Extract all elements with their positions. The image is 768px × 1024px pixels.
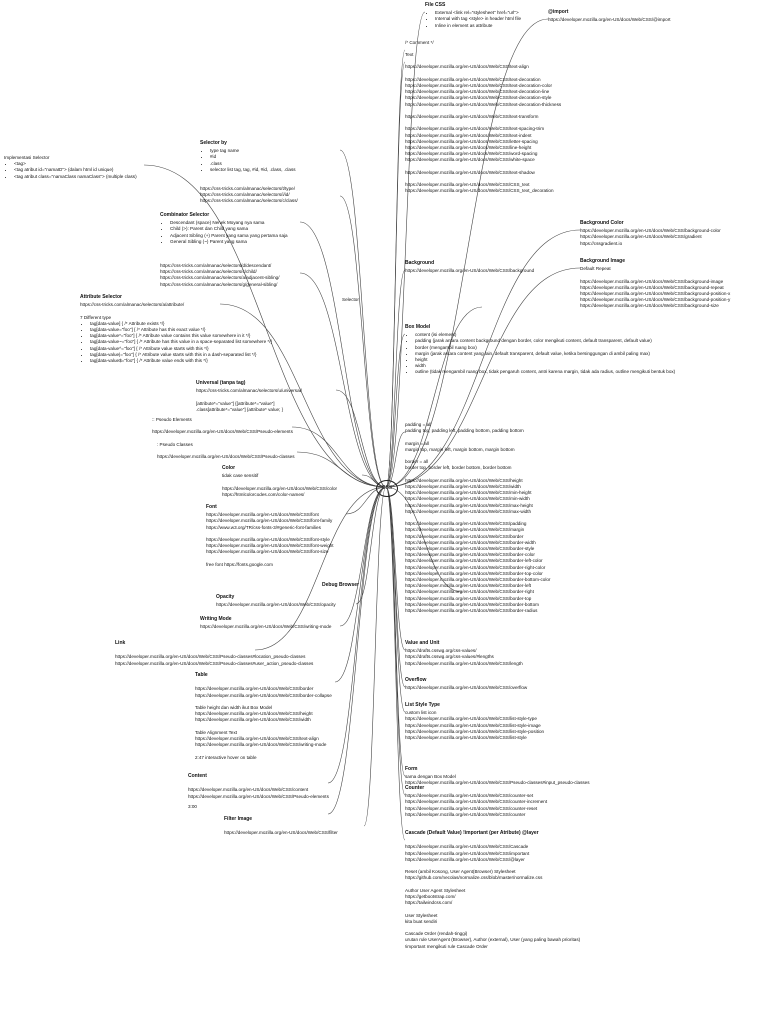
node-content	[188, 773, 329, 800]
reference-link[interactable]: https://developer.mozilla.org/en-US/docs/Web/CSS/max-width	[405, 508, 532, 514]
node-padding	[405, 422, 550, 614]
reference-link[interactable]: https://css-tricks.com/almanac/selectors/c/child/	[160, 269, 257, 275]
node-text: free font https://fonts.google.com	[206, 561, 273, 567]
bullet-item: • #id	[210, 154, 296, 160]
connector-combinatorlinks	[300, 273, 386, 487]
node-title: Opacity	[216, 594, 235, 600]
node-title: Table	[195, 672, 208, 678]
connector-cascade	[386, 487, 405, 840]
bullet-item: • width	[415, 363, 675, 369]
reference-link[interactable]: https://css-tricks.com/almanac/selectors/d/descendant/	[160, 263, 272, 268]
reference-link[interactable]: https://developer.mozilla.org/en-US/docs/Web/CSS/Pseudo-classes	[157, 454, 295, 460]
node-text: User Stylesheet	[405, 912, 438, 918]
node-text: !important mengikuti rule Cascade Order	[405, 943, 488, 949]
node-selectorlinks	[200, 186, 298, 205]
connector-counter	[386, 487, 405, 795]
node-title: Background	[405, 260, 435, 266]
node-bgimage	[580, 258, 730, 310]
node-text: : Pseudo Classes	[157, 442, 193, 447]
reference-link[interactable]: https://developer.mozilla.org/en-US/docs/Web/CSS/background-repeat	[580, 284, 724, 290]
node-counter	[405, 785, 547, 818]
reference-link[interactable]: https://developer.mozilla.org/en-US/docs/Web/CSS/text-indent	[405, 132, 532, 138]
bullet-list	[4, 161, 137, 180]
reference-link[interactable]: https://developer.mozilla.org/en-US/docs/Web/CSS/letter-spacing	[405, 138, 538, 144]
reference-link[interactable]: https://developer.mozilla.org/en-US/docs/Web/CSS/background-position-y	[580, 297, 731, 303]
reference-link[interactable]: https://developer.mozilla.org/en-US/docs/Web/CSS/text-spacing-trim	[405, 126, 545, 132]
node-pseudoel	[152, 417, 293, 436]
node-text: tidak case sensitif	[222, 473, 259, 479]
node-text: Reset (ambil Kosong, User Agent(Browser) Stylesheet	[405, 869, 516, 875]
bullet-item: • Child (>): Parent dan Child yang sama	[170, 226, 288, 232]
reference-link[interactable]: https://github.com/necolas/normalize.css/blob/master/normalize.css	[405, 875, 543, 881]
reference-link[interactable]: https://developer.mozilla.org/en-US/docs/Web/CSS/font-weight	[206, 543, 334, 549]
reference-link[interactable]: https://developer.mozilla.org/en-US/docs/Web/CSS/line-height	[405, 145, 532, 151]
reference-link[interactable]: https://developer.mozilla.org/en-US/docs/Web/CSS/border-style	[405, 546, 535, 552]
bullet-item: • border (mengambil ruang box)	[415, 345, 675, 351]
reference-link[interactable]: https://developer.mozilla.org/en-US/docs/Web/CSS/filter	[224, 830, 338, 836]
reference-link[interactable]: https://developer.mozilla.org/en-US/docs/Web/CSS/text-decoration-thickness	[405, 101, 562, 107]
node-text: Author User Agent Stylesheet	[405, 887, 466, 893]
reference-link[interactable]: https://developer.mozilla.org/en-US/docs/Web/CSS/border-left	[405, 583, 532, 589]
reference-link[interactable]: https://htmlcolorcodes.com/color-names/	[222, 491, 305, 497]
reference-link[interactable]: https://developer.mozilla.org/en-US/docs/Web/CSS/counter	[405, 811, 526, 817]
reference-link[interactable]: https://developer.mozilla.org/en-US/docs/Web/CSS/text-transform	[405, 114, 539, 120]
bullet-item: • <tag>	[14, 161, 137, 167]
reference-link[interactable]: https://developer.mozilla.org/en-US/docs/Web/CSS/CSS_text	[405, 182, 530, 188]
reference-link[interactable]: https://developer.mozilla.org/en-US/docs/Web/CSS/border-width	[405, 539, 536, 545]
reference-link[interactable]: https://getbootstrap.com/	[405, 894, 456, 900]
reference-link[interactable]: https://tailwindcss.com/	[405, 900, 453, 906]
reference-link[interactable]: https://css-tricks.com/almanac/selectors/u/universal/	[196, 388, 302, 394]
bullet-item: • padding (jarak antara content background dengan border, color mengikuti content, default transparent, default value)	[415, 338, 675, 344]
node-text: kita buat sendiri	[405, 918, 438, 924]
node-pseudocl	[157, 442, 295, 461]
node-text: custom list icon	[405, 710, 437, 716]
node-title: Font	[206, 504, 217, 510]
reference-link[interactable]: https://css-tricks.com/almanac/selectors/c/class/	[200, 198, 298, 204]
bullet-item: • selector list tag, tag, #id, #id, .class, .class	[210, 167, 296, 173]
reference-link[interactable]: https://developer.mozilla.org/en-US/docs/Web/CSS/@layer	[405, 856, 525, 862]
connector-liststyle	[386, 487, 405, 712]
reference-link[interactable]: https://developer.mozilla.org/en-US/docs/Web/CSS/text-decoration-style	[405, 95, 552, 101]
node-title: Link	[115, 640, 126, 646]
node-filter	[224, 816, 338, 837]
reference-link[interactable]: https://developer.mozilla.org/en-US/docs/Web/CSS/color	[222, 485, 338, 491]
node-font	[206, 504, 334, 568]
connector-selectorlinks	[340, 196, 386, 487]
bullet-list	[160, 220, 288, 245]
node-text: /* Comment */	[405, 40, 434, 45]
node-comment	[405, 40, 434, 46]
node-title: File CSS	[425, 2, 446, 8]
reference-link[interactable]: https://developer.mozilla.org/en-US/docs/Web/CSS/border	[195, 686, 314, 692]
reference-link[interactable]: https://developer.mozilla.org/en-US/docs/Web/CSS/min-width	[405, 496, 530, 502]
bullet-item: • tag[data-value] { /* Attribute exists */}	[90, 321, 272, 327]
node-text: Selector	[342, 297, 359, 302]
node-title: List Style Type	[405, 702, 440, 708]
reference-link[interactable]: https://developer.mozilla.org/en-US/docs/Web/CSS/width	[405, 484, 521, 490]
node-valueunit	[405, 640, 523, 667]
bullet-item: • content (isi element)	[415, 332, 675, 338]
reference-link[interactable]: https://developer.mozilla.org/en-US/docs/Web/CSS/border-right	[405, 589, 534, 595]
node-text: sama dengan Box Model	[405, 774, 456, 780]
node-title: Writing Mode	[200, 616, 232, 622]
reference-link[interactable]: https://developer.mozilla.org/en-US/docs/Web/CSS/Cascade	[405, 844, 529, 850]
node-title: Value and Unit	[405, 640, 440, 646]
reference-link[interactable]: https://developer.mozilla.org/en-US/docs/Web/CSS/height	[195, 711, 313, 717]
bullet-item: • tag[data-value~="foo"] { /* Attribute has this value in a space-separated list somewhere */}	[90, 339, 272, 345]
node-text: Cascade Order (rendah-tinggi)	[405, 931, 468, 937]
reference-link[interactable]: https://developer.mozilla.org/en-US/docs/Web/CSS/content	[188, 787, 309, 793]
node-text: .class[attribute*="value"] {attribute* value; }	[196, 406, 284, 412]
bullet-item: • type tag name	[210, 148, 296, 154]
node-implsel	[4, 155, 137, 180]
reference-link[interactable]: https://www.w3.org/TR/css-fonts-3/#generic-font-families	[206, 524, 321, 530]
node-bgcolor	[580, 220, 721, 247]
bullet-item: • outline (tidak mengambil ruang box, tidak pengaruh content, antri karena margin, tidak ada radius, outline mengikuti bentuk box)	[415, 369, 675, 375]
reference-link[interactable]: https://developer.mozilla.org/en-US/docs/Web/CSS/text-decoration	[405, 76, 541, 82]
reference-link[interactable]: https://developer.mozilla.org/en-US/docs/Web/CSS/padding	[405, 521, 527, 527]
reference-link[interactable]: https://drafts.csswg.org/css-values/#lengths	[405, 654, 494, 660]
node-color	[222, 465, 337, 498]
reference-link[interactable]: https://developer.mozilla.org/en-US/docs/Web/CSS/background-size	[580, 303, 719, 309]
reference-link[interactable]: https://developer.mozilla.org/en-US/docs/Web/CSS/border-color	[405, 552, 535, 558]
node-title: Universal (tanpa tag)	[196, 380, 246, 386]
reference-link[interactable]: https://developer.mozilla.org/en-US/docs/Web/CSS/font-family	[206, 518, 333, 524]
reference-link[interactable]: https://developer.mozilla.org/en-US/docs/Web/CSS/border-left-color	[405, 558, 543, 564]
reference-link[interactable]: https://developer.mozilla.org/en-US/docs/Web/CSS/overflow	[405, 685, 528, 691]
bullet-item: • Internal with tag <style> in header html file	[435, 16, 521, 22]
node-text: border = all	[405, 459, 429, 465]
bullet-list	[200, 148, 296, 173]
reference-link[interactable]: https://developer.mozilla.org/en-US/docs/Web/CSS/CSS_text_decoration	[405, 188, 554, 194]
reference-link[interactable]: https://developer.mozilla.org/en-US/docs/Web/CSS/Pseudo-elements	[188, 793, 329, 799]
reference-link[interactable]: https://developer.mozilla.org/en-US/docs/Web/CSS/list-style-type	[405, 716, 537, 722]
reference-link[interactable]: https://developer.mozilla.org/en-US/docs/Web/CSS/counter-set	[405, 793, 534, 799]
bullet-item: • <tag atribut id="namaID"> (dalam html id unique)	[14, 167, 137, 173]
bullet-item: • height	[415, 357, 675, 363]
node-import	[548, 9, 671, 23]
reference-link[interactable]: https://developer.mozilla.org/en-US/docs/Web/CSS/writing-mode	[200, 624, 332, 630]
node-text: Table height dan width ikut Box Model	[195, 705, 273, 711]
node-title: Selector by	[200, 140, 227, 146]
node-text: border top, border left, border bottom, border bottom	[405, 465, 512, 471]
node-opacity	[216, 594, 336, 608]
node-overflow	[405, 677, 527, 691]
bullet-item: • tag[data-value="foo"] { /* Attribute has this exact value */}	[90, 327, 272, 333]
reference-link[interactable]: https://developer.mozilla.org/en-US/docs/Web/CSS/list-style	[405, 735, 527, 741]
node-title: Background Image	[580, 258, 626, 264]
reference-link[interactable]: https://css-tricks.com/almanac/selectors/a/attribute/	[80, 302, 185, 308]
node-text: urutan rule UserAgent (Browser), Author (external), User (yang paling bawah prioritas)	[405, 937, 581, 943]
reference-link[interactable]: https://developer.mozilla.org/en-US/docs/Web/CSS/height	[405, 477, 523, 483]
bullet-item: • Descendant (space) Nenek Moyang nya sama	[170, 220, 288, 226]
reference-link[interactable]: https://developer.mozilla.org/en-US/docs/Web/CSS/width	[195, 717, 311, 723]
reference-link[interactable]: https://drafts.csswg.org/css-values/	[405, 648, 477, 654]
reference-link[interactable]: https://developer.mozilla.org/en-US/docs/Web/CSS/background-image	[580, 278, 724, 284]
node-text: [attribute*="value"] {[attribute*="value"]	[196, 400, 275, 406]
reference-link[interactable]: https://developer.mozilla.org/en-US/docs/Web/CSS/background-color	[580, 228, 721, 234]
reference-link[interactable]: https://developer.mozilla.org/en-US/docs/Web/CSS/Pseudo-elements	[152, 429, 293, 435]
bullet-item: • <tag atribut class="namaClass namaClass"> (multiple class)	[14, 174, 137, 180]
bullet-item: • Inline in element as attribute	[435, 23, 521, 29]
reference-link[interactable]: https://developer.mozilla.org/en-US/docs/Web/CSS/background	[405, 268, 535, 274]
bullet-item: • Adjacent Sibling (+) Parent yang sama yang pertama saja	[170, 233, 288, 239]
node-text: Implementasi Selector	[4, 155, 50, 160]
connector-time	[328, 487, 386, 814]
node-time	[188, 804, 197, 810]
reference-link[interactable]: https://developer.mozilla.org/en-US/docs/Web/CSS/text-shadow	[405, 169, 535, 175]
reference-link[interactable]: https://developer.mozilla.org/en-US/docs/Web/CSS/counter-reset	[405, 805, 538, 811]
reference-link[interactable]: https://developer.mozilla.org/en-US/docs/Web/CSS/text-align	[195, 736, 319, 742]
bullet-item: • tag[data-value|="foo"] { /* Attribute value starts with this in a dash-separated list */}	[90, 352, 272, 358]
reference-link[interactable]: https://developer.mozilla.org/en-US/docs/Web/CSS/list-style-image	[405, 722, 541, 728]
node-text: padding top, padding left, padding bottom, padding bottom	[405, 428, 524, 434]
node-boxmodel	[405, 324, 675, 376]
reference-link[interactable]: https://developer.mozilla.org/en-US/docs/Web/CSS/Pseudo-classes#input_pseudo-classes	[405, 780, 590, 786]
bullet-list	[425, 10, 521, 29]
node-combinatorlinks	[160, 263, 279, 288]
node-title: @import	[548, 9, 569, 15]
reference-link[interactable]: https://developer.mozilla.org/en-US/docs/Web/CSS/border-top-color	[405, 570, 543, 576]
connector-text	[386, 62, 405, 487]
node-liststyle	[405, 702, 544, 741]
node-title: Color	[222, 465, 236, 471]
bullet-item: • tag[data-value^="foo"] { /* Attribute value starts with this */}	[90, 346, 272, 352]
node-text: 7 Different type	[80, 314, 112, 320]
bullet-item: • General Sibling (~) Parent yang sama	[170, 239, 288, 245]
node-table	[195, 672, 332, 761]
node-text: margin = all	[405, 440, 429, 446]
reference-link[interactable]: https://developer.mozilla.org/en-US/docs/Web/CSS/gradient	[580, 234, 702, 240]
reference-link[interactable]: https://css-tricks.com/almanac/selectors/a/adjacent-sibling/	[160, 275, 280, 281]
node-title: Content	[188, 773, 207, 779]
node-title: Filter Image	[224, 816, 253, 822]
reference-link[interactable]: https://developer.mozilla.org/en-US/docs/Web/CSS/opacity	[216, 602, 336, 608]
reference-link[interactable]: https://developer.mozilla.org/en-US/docs/Web/CSS/background-position-x	[580, 291, 731, 297]
reference-link[interactable]: https://developer.mozilla.org/en-US/docs/Web/CSS/Pseudo-classes#location_pseudo-classes	[115, 654, 306, 660]
reference-link[interactable]: https://developer.mozilla.org/en-US/docs/Web/CSS/word-spacing	[405, 151, 538, 157]
reference-link[interactable]: https://developer.mozilla.org/en-US/docs/Web/CSS/max-height	[405, 502, 533, 508]
bullet-item: • tag[data-value*="foo"] { /* Attribute value contains this value somewhere in it */}	[90, 333, 272, 339]
bullet-item: • tag[data-value$="foo"] { /* Attribute value ends with this */}	[90, 358, 272, 364]
reference-link[interactable]: https://developer.mozilla.org/en-US/docs/Web/CSS/border-bottom	[405, 601, 539, 607]
node-text: Default Repeat	[580, 266, 611, 272]
node-title: Cascade (Default Value) !important (per Atribute) @layer	[405, 830, 539, 836]
reference-link[interactable]: https://css-tricks.com/almanac/selectors/i/id/	[200, 192, 290, 198]
node-file	[425, 2, 521, 29]
reference-link[interactable]: https://developer.mozilla.org/en-US/docs/Web/CSS/font-size	[206, 549, 329, 555]
node-attrsel	[80, 294, 272, 364]
node-cascade	[405, 830, 580, 950]
node-text: :: Pseudo Elements	[152, 417, 192, 422]
reference-link[interactable]: https://developer.mozilla.org/en-US/docs/Web/CSS/border-right-color	[405, 564, 546, 570]
node-title: Form	[405, 766, 418, 772]
node-title: Attribute Selector	[80, 294, 122, 300]
reference-link[interactable]: https://css-tricks.com/almanac/selectors/g/general-sibling/	[160, 281, 278, 287]
node-text: padding = all	[405, 422, 432, 427]
node-writing	[200, 616, 331, 630]
node-title: Debug Browser	[322, 582, 359, 588]
node-selector	[342, 297, 359, 303]
connector-background	[386, 270, 405, 487]
root-node-css: CSS	[376, 480, 398, 497]
reference-link[interactable]: https://developer.mozilla.org/en-US/docs/Web/CSS/text-decoration-color	[405, 83, 552, 89]
reference-link[interactable]: https://developer.mozilla.org/en-US/docs/Web/CSS/border-top	[405, 595, 532, 601]
reference-link[interactable]: https://developer.mozilla.org/en-US/docs/Web/CSS/margin	[405, 527, 525, 533]
reference-link[interactable]: https://developer.mozilla.org/en-US/docs/Web/CSS/font-style	[206, 537, 330, 543]
reference-link[interactable]: https://developer.mozilla.org/en-US/docs/Web/CSS/min-height	[405, 490, 532, 496]
reference-link[interactable]: https://developer.mozilla.org/en-US/docs/Web/CSS/text-align	[405, 64, 529, 70]
connector-selectorby	[340, 150, 386, 487]
node-selectorby	[200, 140, 296, 173]
reference-link[interactable]: https://developer.mozilla.org/en-US/docs/Web/CSS/important	[405, 850, 530, 856]
bullet-list	[80, 321, 272, 364]
node-text: Table Alignment Text	[195, 729, 238, 735]
node-title: Combinator Selector	[160, 212, 210, 218]
node-form	[405, 766, 590, 787]
reference-link[interactable]: https://developer.mozilla.org/en-US/docs/Web/CSS/counter-increment	[405, 799, 548, 805]
reference-link[interactable]: https://developer.mozilla.org/en-US/docs/Web/CSS/font	[206, 512, 319, 518]
node-text	[405, 52, 561, 195]
node-debug	[322, 582, 359, 590]
node-title: Counter	[405, 785, 425, 791]
node-link	[115, 640, 313, 667]
node-title: Overflow	[405, 677, 427, 683]
reference-link[interactable]: https://developer.mozilla.org/en-US/docs/Web/CSS/border-bottom-color	[405, 577, 551, 583]
reference-link[interactable]: https://developer.mozilla.org/en-US/docs/Web/CSS/border	[405, 533, 524, 539]
reference-link[interactable]: https://cssgradient.io	[580, 240, 623, 246]
reference-link[interactable]: https://developer.mozilla.org/en-US/docs/Web/CSS/length	[405, 660, 523, 666]
reference-link[interactable]: https://developer.mozilla.org/en-US/docs/Web/CSS/text-decoration-line	[405, 89, 550, 95]
connector-boxmodel	[386, 334, 405, 487]
reference-link[interactable]: https://developer.mozilla.org/en-US/docs/Web/CSS/white-space	[405, 157, 535, 163]
bullet-item: • .class	[210, 161, 296, 167]
node-text: 2:47 interactive hover on table	[195, 754, 257, 760]
connector-writing	[340, 487, 386, 626]
bullet-item: • External <link rel="stylesheet" href="url">	[435, 10, 521, 16]
reference-link[interactable]: https://developer.mozilla.org/en-US/docs/Web/CSS/border-radius	[405, 608, 538, 614]
reference-link[interactable]: https://developer.mozilla.org/en-US/docs/Web/CSS/list-style-position	[405, 728, 545, 734]
node-title: Box Model	[405, 324, 431, 330]
node-combinator	[160, 212, 288, 245]
node-text: margin top, margin left, margin bottom, margin bottom	[405, 446, 515, 452]
reference-link[interactable]: https://developer.mozilla.org/en-US/docs/Web/CSS/writing-mode	[195, 742, 327, 748]
node-universal	[196, 380, 302, 413]
reference-link[interactable]: https://developer.mozilla.org/en-US/docs/Web/CSS/border-collapse	[195, 692, 332, 698]
node-title: Background Color	[580, 220, 624, 226]
reference-link[interactable]: https://developer.mozilla.org/en-US/docs/Web/CSS/Pseudo-classes#user_action_pseudo-classes	[115, 660, 314, 666]
reference-link[interactable]: https://css-tricks.com/almanac/selectors/t/type/	[200, 186, 295, 191]
node-text: 3:00	[188, 804, 197, 809]
bullet-item: • margin (jarak antara content yang lain, default transparent, default value, ketika bersinggungan di ambil paling max)	[415, 351, 675, 357]
node-text: Text	[405, 52, 414, 57]
bullet-list	[405, 332, 675, 375]
reference-link[interactable]: https://developer.mozilla.org/en-US/docs/Web/CSS/@import	[548, 17, 671, 23]
node-background	[405, 260, 534, 274]
